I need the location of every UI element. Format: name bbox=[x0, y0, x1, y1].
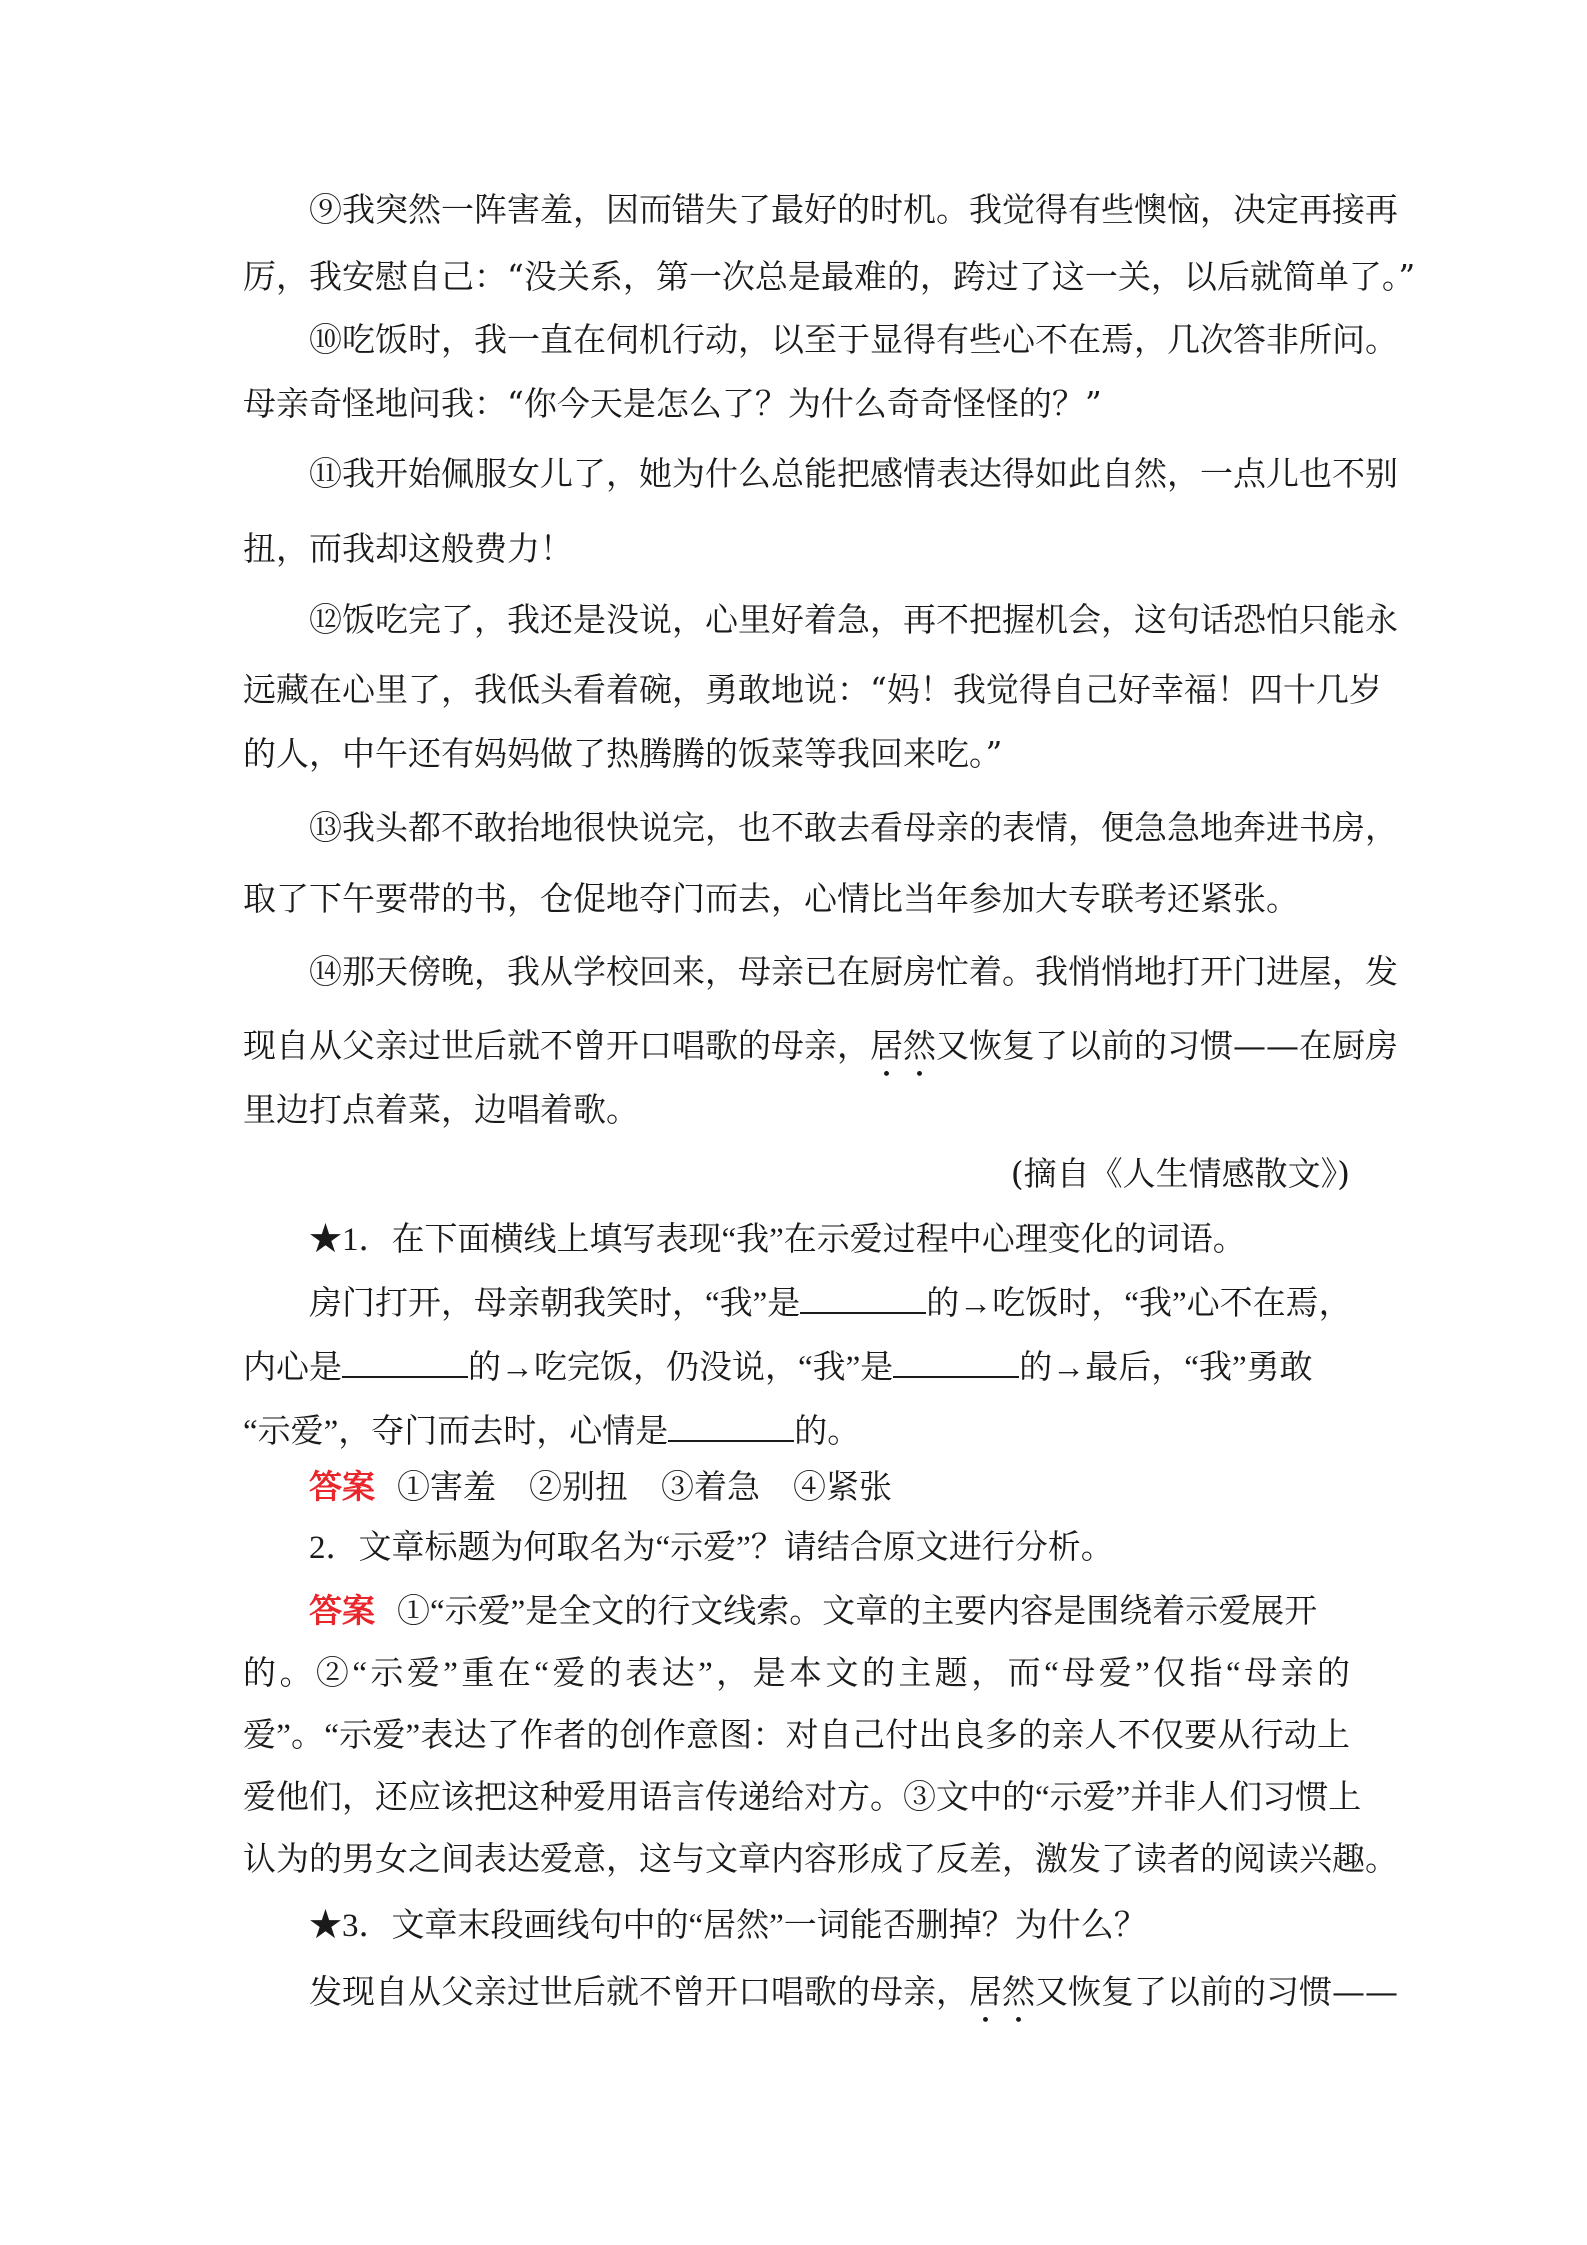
question-1-line-1 bbox=[243, 1282, 1350, 1326]
q1-text: 的→最后，“我”勇敢 bbox=[1019, 1350, 1313, 1386]
question-2-answer-line-5: 认为的男女之间表达爱意，这与文章内容形成了反差，激发了读者的阅读兴趣。 bbox=[243, 1842, 1398, 1878]
paragraph-12-line-3: 的人，中午还有妈妈做了热腾腾的饭菜等我回来吃。” bbox=[243, 734, 1003, 773]
paragraph-11-line-2: 扭，而我却这般费力！ bbox=[243, 529, 573, 568]
paragraph-9-line-2: 厉，我安慰自己：“没关系，第一次总是最难的，跨过了这一关，以后就简单了。” bbox=[243, 257, 1416, 296]
question-2-answer-line-1 bbox=[243, 1590, 1350, 1634]
q1-text: 的→吃完饭，仍没说，“我”是 bbox=[468, 1350, 894, 1386]
answer-blank-3 bbox=[893, 1346, 1019, 1378]
paragraph-12-line-1: ⑫饭吃完了，我还是没说，心里好着急，再不把握机会，这句话恐怕只能永 bbox=[309, 600, 1398, 639]
question-2-answer-line-2: 的。②“示爱”重在“爱的表达”，是本文的主题，而“母爱”仅指“母亲的 bbox=[243, 1656, 1350, 1692]
question-2-title: 2．文章标题为何取名为“示爱”？请结合原文进行分析。 bbox=[309, 1530, 1114, 1566]
paragraph-14-line-1: ⑭那天傍晚，我从学校回来，母亲已在厨房忙着。我悄悄地打开门进屋，发 bbox=[309, 952, 1398, 991]
paragraph-12-line-2: 远藏在心里了，我低头看着碗，勇敢地说：“妈！我觉得自己好幸福！四十几岁 bbox=[243, 670, 1382, 709]
answer-blank-2 bbox=[342, 1346, 468, 1378]
answer-blank-1 bbox=[800, 1282, 926, 1314]
question-2-answer-line-4: 爱他们，还应该把这种爱用语言传递给对方。③文中的“示爱”并非人们习惯上 bbox=[243, 1780, 1362, 1816]
paragraph-14-line-2 bbox=[243, 1024, 1398, 1085]
p14-text-b: 又恢复了以前的习惯——在厨房 bbox=[936, 1026, 1398, 1065]
paragraph-13-line-1: ⑬我头都不敢抬地很快说完，也不敢去看母亲的表情，便急急地奔进书房， bbox=[309, 808, 1398, 847]
q1-text: 的→吃饭时，“我”心不在焉， bbox=[926, 1286, 1352, 1322]
emphasized-word: 居然 bbox=[870, 1026, 936, 1065]
q3-text-a: 发现自从父亲过世后就不曾开口唱歌的母亲， bbox=[309, 1972, 969, 2011]
emphasized-word: 居然 bbox=[969, 1972, 1035, 2011]
q3-text-b: 又恢复了以前的习惯—— bbox=[1035, 1972, 1398, 2011]
paragraph-13-line-2: 取了下午要带的书，仓促地夺门而去，心情比当年参加大专联考还紧张。 bbox=[243, 879, 1299, 918]
question-1-answer bbox=[243, 1466, 1350, 1510]
question-3-title: ★3．文章末段画线句中的“居然”一词能否删掉？为什么？ bbox=[309, 1908, 1147, 1944]
paragraph-9-line-1: ⑨我突然一阵害羞，因而错失了最好的时机。我觉得有些懊恼，决定再接再 bbox=[309, 190, 1398, 229]
source-citation: (摘自《人生情感散文》) bbox=[1010, 1154, 1350, 1193]
q1-text: 内心是 bbox=[243, 1350, 342, 1386]
question-1-title: ★1．在下面横线上填写表现“我”在示爱过程中心理变化的词语。 bbox=[309, 1222, 1246, 1258]
answer-label: 答案 bbox=[309, 1470, 375, 1506]
paragraph-10-line-2: 母亲奇怪地问我：“你今天是怎么了？为什么奇奇怪怪的？” bbox=[243, 384, 1102, 423]
question-1-line-2 bbox=[243, 1346, 1350, 1390]
question-2-answer-line-3: 爱”。“示爱”表达了作者的创作意图：对自己付出良多的亲人不仅要从行动上 bbox=[243, 1718, 1350, 1754]
answer-text: ①害羞 ②别扭 ③着急 ④紧张 bbox=[397, 1470, 892, 1506]
answer-blank-4 bbox=[668, 1410, 794, 1442]
answer-label: 答案 bbox=[309, 1594, 375, 1630]
paragraph-14-line-3: 里边打点着菜，边唱着歌。 bbox=[243, 1090, 639, 1129]
question-1-line-3 bbox=[243, 1410, 1350, 1454]
paragraph-10-line-1: ⑩吃饭时，我一直在伺机行动，以至于显得有些心不在焉，几次答非所问。 bbox=[309, 320, 1398, 359]
paragraph-11-line-1: ⑪我开始佩服女儿了，她为什么总能把感情表达得如此自然，一点儿也不别 bbox=[309, 454, 1398, 493]
answer-text: ①“示爱”是全文的行文线索。文章的主要内容是围绕着示爱展开 bbox=[397, 1594, 1318, 1630]
q1-text: 的。 bbox=[794, 1414, 861, 1450]
question-3-quote bbox=[243, 1970, 1398, 2031]
p14-text-a: 现自从父亲过世后就不曾开口唱歌的母亲， bbox=[243, 1026, 870, 1065]
q1-text: “示爱”，夺门而去时，心情是 bbox=[243, 1414, 669, 1450]
q1-text: 房门打开，母亲朝我笑时，“我”是 bbox=[309, 1286, 801, 1322]
